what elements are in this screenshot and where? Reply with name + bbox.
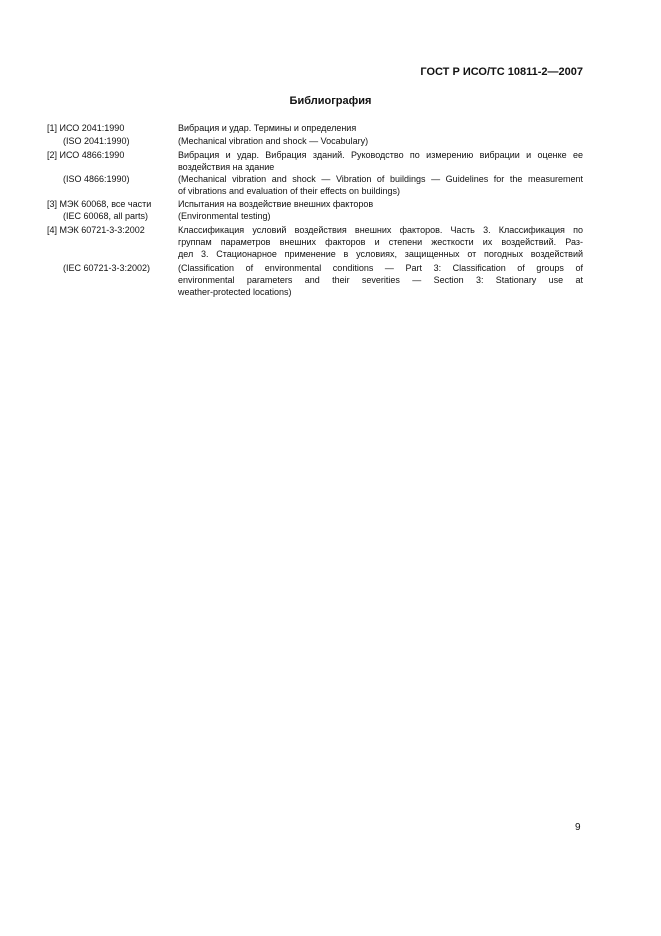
reference-title-line: воздействия на здание xyxy=(178,162,275,172)
reference-title-line: of vibrations and evaluation of their effects on buildings) xyxy=(178,186,400,196)
reference-title-line: Вибрация и удар. Вибрация зданий. Руководство по измерению вибрации и оценке ее xyxy=(178,150,583,160)
reference-title-line: (Environmental testing) xyxy=(178,211,271,221)
reference-international-designation: (ISO 4866:1990) xyxy=(63,174,130,184)
reference-title-line: (Mechanical vibration and shock — Vibration of buildings — Guidelines for the measurement xyxy=(178,174,583,184)
reference-title-line: (Mechanical vibration and shock — Vocabulary) xyxy=(178,136,369,146)
reference-title-line: Вибрация и удар. Термины и определения xyxy=(178,123,357,133)
reference-title-line: дел 3. Стационарное применение в условиях, защищенных от погодных воздействий xyxy=(178,249,583,259)
reference-international-designation: (IEC 60068, all parts) xyxy=(63,211,149,221)
reference-title-line: Классификация условий воздействия внешних факторов. Часть 3. Классификация по xyxy=(178,225,583,235)
reference-title-line: environmental parameters and their severities — Section 3: Stationary use at xyxy=(178,275,583,285)
reference-designation: [4] МЭК 60721-3-3:2002 xyxy=(47,225,145,235)
standard-header: ГОСТ Р ИСО/ТС 10811-2—2007 xyxy=(420,66,583,78)
reference-designation: [3] МЭК 60068, все части xyxy=(47,199,152,209)
reference-title-line: weather-protected locations) xyxy=(178,287,292,297)
reference-designation: [2] ИСО 4866:1990 xyxy=(47,150,125,160)
reference-title-line: Испытания на воздействие внешних факторов xyxy=(178,199,374,209)
reference-international-designation: (ISO 2041:1990) xyxy=(63,136,130,146)
page-number: 9 xyxy=(575,822,581,833)
reference-designation: [1] ИСО 2041:1990 xyxy=(47,123,125,133)
reference-title-line: (Classification of environmental conditions — Part 3: Classification of groups of xyxy=(178,263,583,273)
reference-title-line: группам параметров внешних факторов и степени жесткости их воздействий. Раз- xyxy=(178,237,583,247)
page-title: Библиография xyxy=(289,95,372,107)
reference-international-designation: (IEC 60721-3-3:2002) xyxy=(63,263,151,273)
